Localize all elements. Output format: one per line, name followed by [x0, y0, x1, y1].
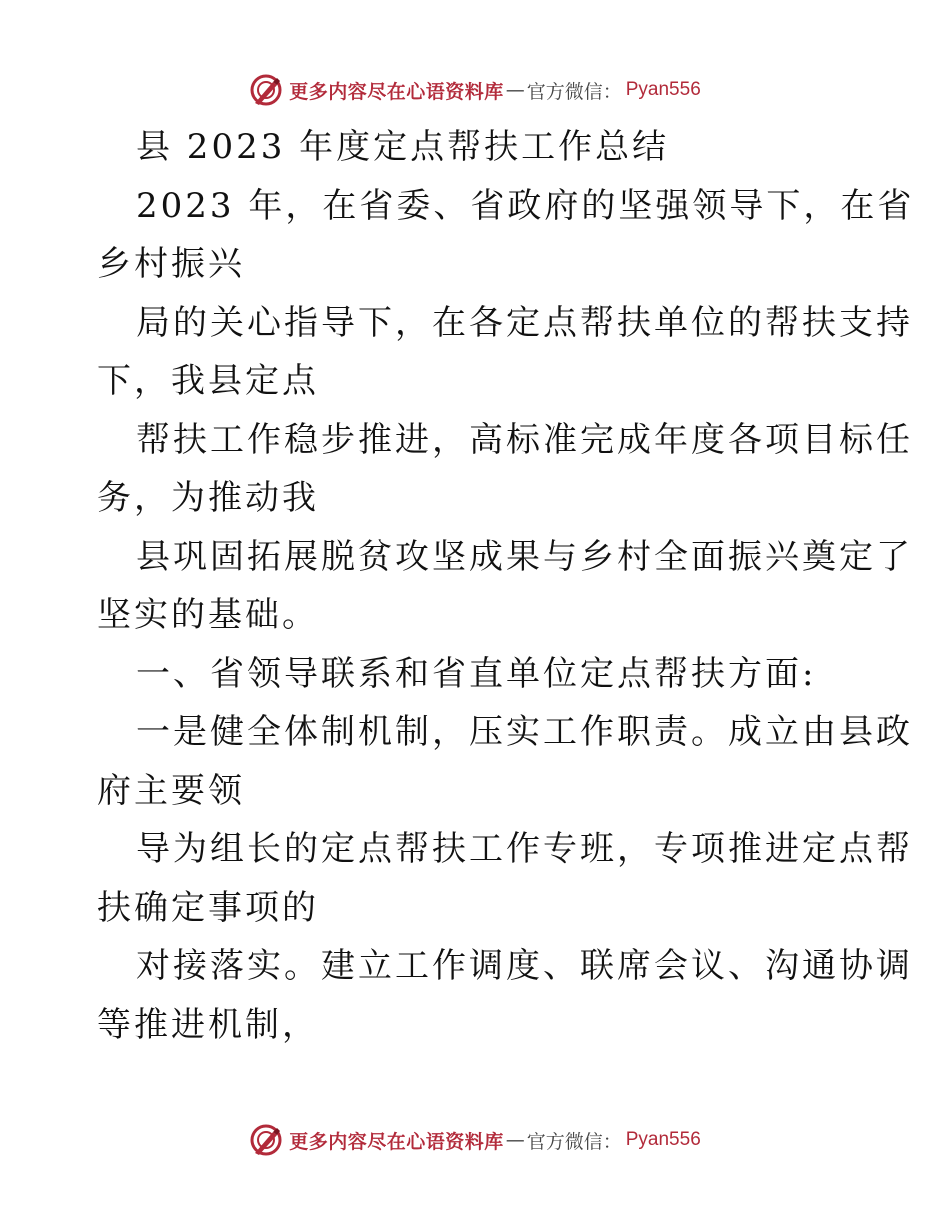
text-line: 乡村振兴 — [97, 244, 245, 284]
text-line: 坚实的基础。 — [97, 595, 319, 635]
text-line: 务，为推动我 — [97, 478, 319, 518]
text-line: 一是健全体制机制，压实工作职责。成立由县政 — [136, 712, 913, 752]
watermark-wechat-id: Pyan556 — [625, 1129, 701, 1150]
watermark-main-text: 更多内容尽在心语资料库 — [289, 1130, 504, 1153]
watermark-separator: — — [505, 79, 525, 101]
footer-watermark — [0, 1120, 950, 1160]
header-watermark — [0, 70, 950, 110]
section-heading: 一、省领导联系和省直单位定点帮扶方面: — [136, 653, 817, 694]
text-line: 帮扶工作稳步推进，高标准完成年度各项目标任 — [136, 419, 913, 460]
watermark-main-text: 更多内容尽在心语资料库 — [289, 80, 504, 103]
text-line: 府主要领 — [97, 770, 245, 811]
watermark-wechat-id: Pyan556 — [625, 79, 701, 100]
text-line: 对接落实。建立工作调度、联席会议、沟通协调 — [136, 946, 913, 986]
text-line: 下，我县定点 — [97, 361, 319, 401]
text-line: 县巩固拓展脱贫攻坚成果与乡村全面振兴奠定了 — [136, 536, 913, 577]
document-title: 县 2023 年度定点帮扶工作总结 — [136, 127, 670, 167]
watermark-separator: — — [505, 1129, 525, 1151]
pen-logo-icon — [249, 1123, 283, 1157]
text-line: 等推进机制， — [97, 1004, 319, 1045]
document-body — [97, 118, 915, 1054]
watermark-wechat-label: 官方微信： — [526, 80, 622, 103]
watermark-wechat-label: 官方微信： — [526, 1130, 622, 1153]
text-line: 导为组长的定点帮扶工作专班，专项推进定点帮 — [136, 829, 913, 869]
text-line: 局的关心指导下，在各定点帮扶单位的帮扶支持 — [136, 302, 913, 343]
text-line: 扶确定事项的 — [97, 887, 319, 928]
pen-logo-icon — [249, 73, 283, 107]
text-line: 2023 年，在省委、省政府的坚强领导下，在省 — [136, 185, 915, 226]
